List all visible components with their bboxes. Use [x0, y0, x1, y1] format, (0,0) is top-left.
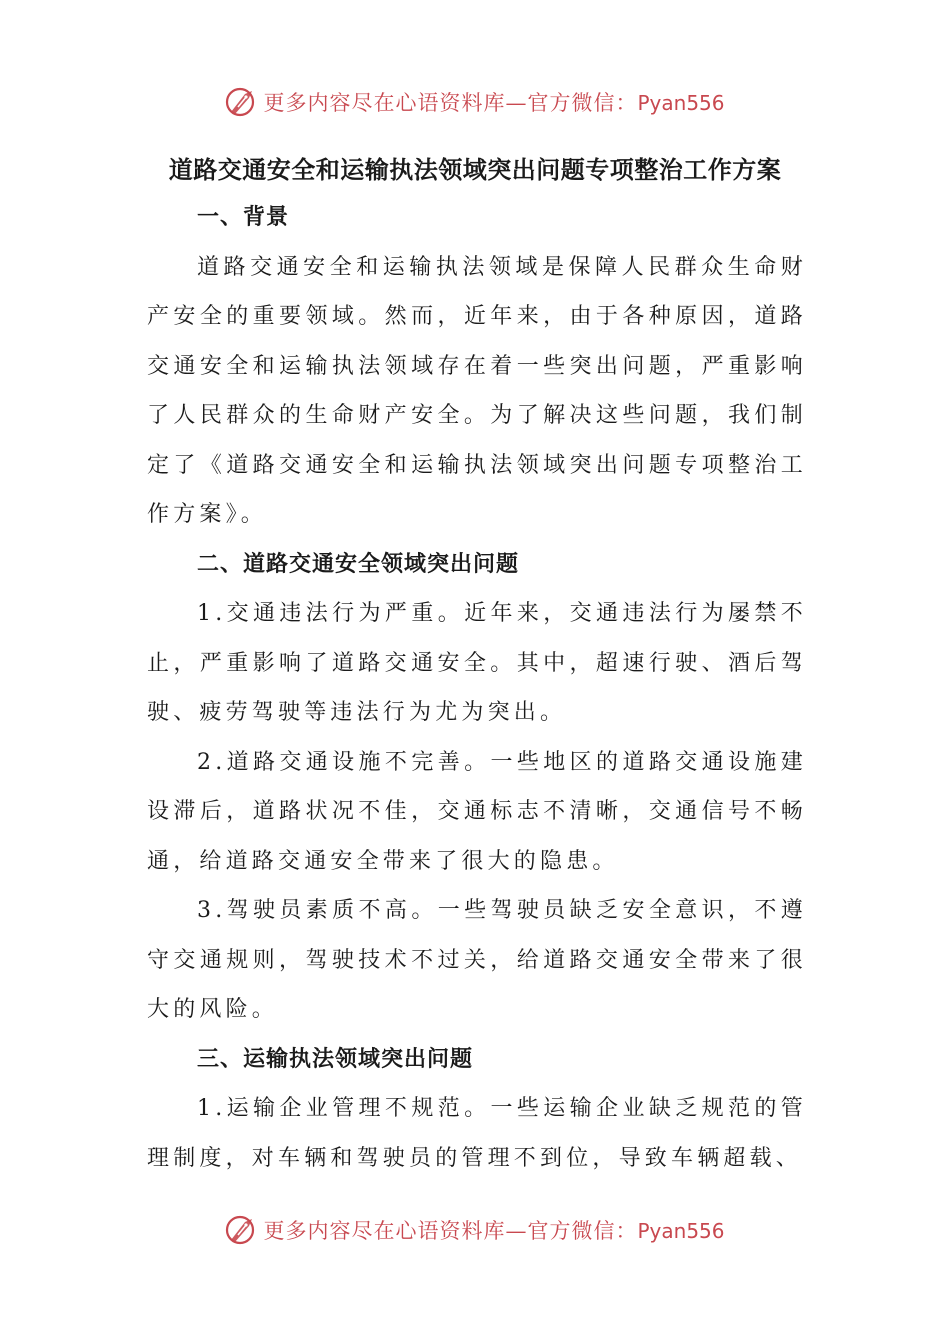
page-title: 道路交通安全和运输执法领域突出问题专项整治工作方案 [168, 155, 782, 184]
pen-nib-logo-icon [225, 1213, 259, 1247]
document-body [147, 148, 807, 1183]
section-heading-background: 一、背景 [197, 204, 290, 230]
banner-text: 更多内容尽在心语资料库—官方微信：Pyan556 [263, 91, 725, 115]
paragraph: 2.道路交通设施不完善。一些地区的道路交通设施建设滞后，道路状况不佳，交通标志不清晰，交通信号不畅通，给道路交通安全带来了很大的隐患。 [147, 749, 807, 874]
paragraph: 3.驾驶员素质不高。一些驾驶员缺乏安全意识，不遵守交通规则，驾驶技术不过关，给道路交通安全带来了很大的风险。 [147, 898, 807, 1022]
paragraph: 道路交通安全和运输执法领域是保障人民群众生命财产安全的重要领域。然而，近年来，由于各种原因，道路交通安全和运输执法领域存在着一些突出问题，严重影响了人民群众的生命财产安全。为了解决这些问题，我们制定了《道路交通安全和运输执法领域突出问题专项整治工作方案》。 [147, 254, 807, 527]
section-heading-traffic-safety: 二、道路交通安全领域突出问题 [197, 550, 520, 577]
wechat-id: Pyan556 [637, 91, 725, 115]
footer-banner [0, 1210, 950, 1250]
header-banner [0, 82, 950, 122]
paragraph: 1.运输企业管理不规范。一些运输企业缺乏规范的管理制度，对车辆和驾驶员的管理不到位，导致车辆超载、 [147, 1096, 807, 1171]
wechat-id: Pyan556 [637, 1219, 725, 1243]
paragraph: 1.交通违法行为严重。近年来，交通违法行为屡禁不止，严重影响了道路交通安全。其中，超速行驶、酒后驾驶、疲劳驾驶等违法行为尤为突出。 [147, 601, 807, 725]
pen-nib-logo-icon [225, 85, 259, 119]
banner-text: 更多内容尽在心语资料库—官方微信：Pyan556 [263, 1219, 725, 1243]
section-heading-transport-enforcement: 三、运输执法领域突出问题 [197, 1045, 474, 1072]
